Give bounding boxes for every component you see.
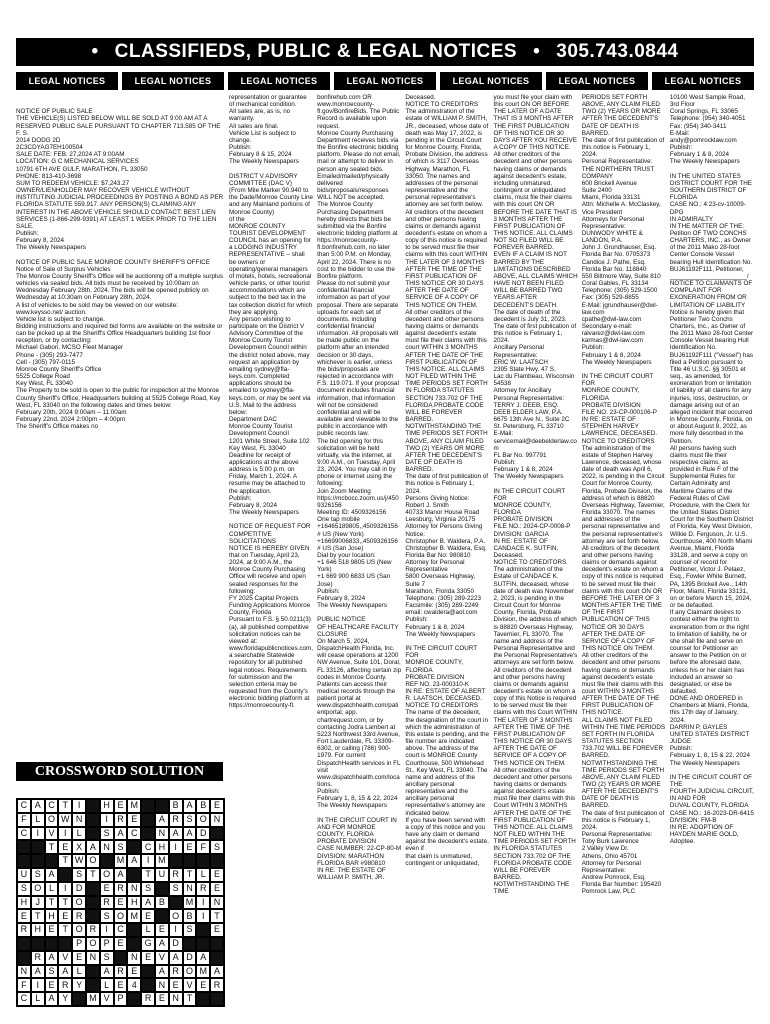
crossword-cell: E: [114, 799, 128, 813]
crossword-cell: [169, 896, 183, 910]
crossword-cell: [127, 868, 141, 882]
crossword-cell: A: [169, 951, 183, 965]
crossword-cell: [17, 951, 31, 965]
column-header: LEGAL NOTICES: [228, 72, 330, 90]
crossword-cell: C: [17, 992, 31, 1006]
crossword-cell: N: [86, 951, 100, 965]
crossword-cell: [210, 992, 224, 1006]
crossword-cell: E: [155, 923, 169, 937]
crossword-cell: V: [58, 951, 72, 965]
crossword-cell: T: [58, 799, 72, 813]
crossword-cell: I: [100, 813, 114, 827]
crossword-cell: O: [114, 909, 128, 923]
crossword-cell: I: [141, 854, 155, 868]
legal-notices-header-row: [16, 72, 754, 90]
crossword-cell: [196, 923, 210, 937]
crossword-title: CROSSWORD SOLUTION: [16, 762, 223, 781]
crossword-cell: H: [100, 799, 114, 813]
crossword-cell: Y: [72, 978, 86, 992]
crossword-cell: S: [114, 840, 128, 854]
crossword-cell: R: [210, 978, 224, 992]
crossword-cell: [141, 827, 155, 841]
crossword-cell: [210, 951, 224, 965]
crossword-cell: [155, 882, 169, 896]
crossword-cell: [183, 854, 197, 868]
crossword-cell: W: [72, 854, 86, 868]
crossword-cell: T: [210, 909, 224, 923]
crossword-cell: O: [86, 937, 100, 951]
crossword-cell: D: [169, 937, 183, 951]
crossword-cell: C: [45, 799, 59, 813]
crossword-cell: [72, 992, 86, 1006]
crossword-cell: R: [114, 882, 128, 896]
crossword-cell: P: [100, 937, 114, 951]
column-header: LEGAL NOTICES: [652, 72, 754, 90]
notice-columns: [16, 94, 754, 1004]
crossword-cell: T: [183, 992, 197, 1006]
crossword-cell: [17, 854, 31, 868]
crossword-cell: [86, 799, 100, 813]
crossword-cell: [196, 937, 210, 951]
crossword-cell: L: [72, 965, 86, 979]
crossword-cell: L: [31, 992, 45, 1006]
crossword-cell: A: [155, 813, 169, 827]
crossword-cell: T: [86, 868, 100, 882]
crossword-cell: 4: [127, 978, 141, 992]
crossword-cell: U: [17, 868, 31, 882]
crossword-cell: S: [72, 868, 86, 882]
crossword-cell: E: [100, 882, 114, 896]
crossword-cell: N: [210, 813, 224, 827]
crossword-cell: E: [169, 978, 183, 992]
crossword-cell: V: [183, 978, 197, 992]
crossword-cell: L: [141, 923, 155, 937]
crossword-cell: M: [196, 965, 210, 979]
crossword-cell: I: [58, 827, 72, 841]
notice-column-6: PERIODS SET FORTH ABOVE, ANY CLAIM FILED TWO (2) YEARS OR MORE AFTER THE DECEDENT'S DATE OF DEATH IS BARRED. The date of first publication of this notice is February 1, 2024. Personal Representative: THE NORTHERN TRUST COMPANY 600 Brickell Avenue Suite 2400 Miami, Florida 33131 Attn: Michelle A. McClaskey, Vice President Attorneys for Personal Representative: DUNWODY WHITE & LANDON, P.A. John J. Grundhauser, Esq. Florida Bar No. 0705373 Candice J. Pathe, Esq. Florida Bar No. 118840 550 Biltmore Way, Suite 810 Coral Gables, FL 33134 Telephone: (305) 529-1500 Fax: (305) 529-8855 E-Mail: jgrundhauser@dwl-law.com cpathe@dwl-law.com Secondary e-mail: ralvarez@dwl-law.com karmas@dwl-law.com Publish: February 1 & 8, 2024 The Weekly Newspapers IN THE CIRCUIT COURT FOR MONROE COUNTY, FLORIDA PROBATE DIVISION FILE NO. 23-CP-000106-P IN RE: ESTATE OF STEPHEN HARVEY LAWRENCE, DECEASED. NOTICE TO CREDITORS The administration of the estate of Stephen Harvey Lawrence, deceased, whose date of death was April 6, 2022, is pending in the Circuit Court for Monroe County, Florida, Probate Division, the address of which is 88820 Overseas Highway, Tavernier, Florida 33070. The names and addresses of the personal representative and the personal representative's attorney are set forth below. All creditors of the decedent and other persons having claims or demands against decedent's estate on whom a copy of this notice is required to be served must file their claims with this court ON OR BEFORE THE LATER OF 3 MONTHS AFTER THE TIME OF THE FIRST PUBLICATION OF THIS NOTICE OR 30 DAYS AFTER THE DATE OF SERVICE OF A COPY OF THIS NOTICE ON THEM. All other creditors of the decedent and other persons having claims or demands against decedent's estate must file their claims with this court WITHIN 3 MONTHS AFTER THE DATE OF THE FIRST PUBLICATION OF THIS NOTICE. ALL CLAIMS NOT FILED WITHIN THE TIME PERIODS SET FORTH IN FLORIDA STATUTES SECTION 733.702 WILL BE FOREVER BARRED. NOTWITHSTANDING THE TIME PERIODS SET FORTH ABOVE, ANY CLAIM FILED TWO (2) YEARS OR MORE AFTER THE DECEDENT'S DATE OF DEATH IS BARRED. The date of first publication of this notice is February 1, 2024. Personal Representative: Toby Burk Lawrence 2 Valley View Dr. Athens, Ohio 45701 Attorney for Personal Representative: Andrew Pomrock, Esq. Florida Bar Number: 195420 Pomrock Law, PLC: [581, 94, 666, 896]
crossword-cell: N: [127, 951, 141, 965]
crossword-cell: S: [31, 868, 45, 882]
crossword-cell: N: [155, 827, 169, 841]
crossword-cell: [127, 840, 141, 854]
crossword-cell: R: [196, 882, 210, 896]
crossword-cell: A: [45, 868, 59, 882]
crossword-cell: E: [210, 868, 224, 882]
crossword-cell: A: [31, 799, 45, 813]
crossword-cell: T: [58, 923, 72, 937]
crossword-cell: A: [114, 827, 128, 841]
crossword-cell: V: [100, 992, 114, 1006]
crossword-cell: H: [45, 909, 59, 923]
crossword-cell: [100, 854, 114, 868]
crossword-cell: [86, 813, 100, 827]
crossword-cell: N: [183, 882, 197, 896]
crossword-cell: I: [31, 827, 45, 841]
crossword-cell: A: [169, 827, 183, 841]
crossword-cell: R: [169, 965, 183, 979]
crossword-cell: T: [141, 868, 155, 882]
crossword-cell: L: [196, 868, 210, 882]
crossword-cell: N: [210, 896, 224, 910]
crossword-cell: R: [86, 923, 100, 937]
crossword-cell: [31, 937, 45, 951]
crossword-cell: U: [155, 868, 169, 882]
crossword-cell: [127, 937, 141, 951]
crossword-cell: [17, 937, 31, 951]
crossword-cell: I: [196, 909, 210, 923]
column-header: LEGAL NOTICES: [16, 72, 118, 90]
crossword-cell: [169, 854, 183, 868]
crossword-cell: N: [169, 992, 183, 1006]
crossword-cell: O: [72, 923, 86, 937]
crossword-cell: R: [114, 813, 128, 827]
crossword-cell: M: [155, 854, 169, 868]
crossword-cell: [86, 978, 100, 992]
crossword-cell: E: [114, 937, 128, 951]
crossword-cell: E: [72, 951, 86, 965]
crossword-cell: T: [45, 896, 59, 910]
crossword-cell: A: [31, 965, 45, 979]
crossword-cell: I: [72, 799, 86, 813]
crossword-cell: R: [141, 992, 155, 1006]
crossword-cell: A: [141, 896, 155, 910]
crossword-cell: [127, 992, 141, 1006]
banner-title: CLASSIFIEDS, PUBLIC & LEGAL NOTICES: [114, 41, 518, 62]
crossword-cell: [86, 827, 100, 841]
crossword-cell: R: [17, 923, 31, 937]
crossword-cell: A: [196, 951, 210, 965]
crossword-cell: [141, 965, 155, 979]
crossword-cell: R: [169, 868, 183, 882]
crossword-cell: A: [100, 965, 114, 979]
crossword-cell: B: [196, 799, 210, 813]
crossword-cell: R: [72, 909, 86, 923]
crossword-cell: H: [31, 923, 45, 937]
crossword-cell: [86, 965, 100, 979]
crossword-cell: D: [72, 882, 86, 896]
column-header: LEGAL NOTICES: [334, 72, 436, 90]
crossword-cell: E: [127, 813, 141, 827]
crossword-cell: V: [155, 951, 169, 965]
crossword-cell: C: [17, 827, 31, 841]
crossword-cell: E: [141, 951, 155, 965]
crossword-cell: [210, 937, 224, 951]
crossword-cell: B: [183, 909, 197, 923]
crossword-cell: M: [127, 909, 141, 923]
crossword-cell: [31, 854, 45, 868]
crossword-cell: I: [100, 923, 114, 937]
crossword-cell: A: [183, 799, 197, 813]
column-header: LEGAL NOTICES: [440, 72, 542, 90]
crossword-cell: A: [183, 827, 197, 841]
crossword-cell: Y: [58, 992, 72, 1006]
crossword-cell: M: [114, 854, 128, 868]
crossword-cell: [86, 896, 100, 910]
crossword-cell: E: [114, 978, 128, 992]
crossword-cell: V: [45, 827, 59, 841]
crossword-cell: E: [58, 909, 72, 923]
crossword-cell: O: [196, 813, 210, 827]
crossword-cell: H: [127, 896, 141, 910]
crossword-cell: N: [72, 813, 86, 827]
crossword-cell: J: [31, 896, 45, 910]
crossword-cell: [127, 923, 141, 937]
crossword-cell: E: [210, 923, 224, 937]
crossword-cell: A: [58, 965, 72, 979]
crossword-cell: O: [86, 854, 100, 868]
crossword-cell: S: [183, 813, 197, 827]
crossword-cell: T: [58, 896, 72, 910]
crossword-cell: [210, 854, 224, 868]
crossword-cell: N: [100, 840, 114, 854]
crossword-cell: B: [155, 896, 169, 910]
crossword-cell: A: [127, 854, 141, 868]
crossword-cell: O: [45, 813, 59, 827]
crossword-cell: F: [17, 978, 31, 992]
crossword-cell: [86, 882, 100, 896]
crossword-cell: M: [127, 799, 141, 813]
crossword-cell: S: [100, 909, 114, 923]
crossword-cell: [210, 827, 224, 841]
crossword-cell: R: [58, 978, 72, 992]
crossword-cell: E: [183, 840, 197, 854]
crossword-cell: P: [72, 937, 86, 951]
crossword-cell: S: [141, 882, 155, 896]
crossword-cell: M: [86, 992, 100, 1006]
crossword-cell: I: [169, 840, 183, 854]
crossword-cell: O: [72, 896, 86, 910]
notice-column-7: 10100 West Sample Road, 3rd Floor Coral Springs, FL 33065 Telephone: (954) 340-4051 Fax: (954) 340-3411 E-Mail: andy@pomrocklaw.com Publish: February 1 & 8, 2024 The Weekly Newspapers IN THE UNITED STATES DISTRICT COURT FOR THE SOUTHERN DISTRICT OF FLORIDA CASE NO.: 4:23-cv-10009-DPG IN ADMIRALTY IN THE MATTER OF THE: Petition OF TWO CONCHS CHARTERS, INC., as Owner of the 2011 Mako 28-foot Center Console Vessel bearing Hull Identification No. BUJ61192F111, Petitioner, ______________________/ NOTICE TO CLAIMANTS OF COMPLAINT FOR EXONERATION FROM OR LIMITATION OF LIABILITY Notice is hereby given that Petitioner Two Conchs Charters, Inc., as Owner of the 2011 Mako 28-foot Center Console Vessel bearing Hull Identification No. BUJ61192F111 ("Vessel") has filed a Petition pursuant to Title 46 U.S.C. §§ 30501 et seq., as amended, for exoneration from or limitation of liability of all claims for any injuries, loss, destruction, or damage arising out of an alleged incident that occurred in Monroe County, Florida, on or about August 8, 2022, as more fully described in the Petition. All persons having such claims must file their respective claims, as provided in Rule F of the Supplemental Rules for Certain Admiralty and Maritime Claims of the Federal Rules of Civil Procedure, with the Clerk for the United States District Court for the Southern District of Florida, Key West Division, Wilkie D. Ferguson, Jr. U.S. Courthouse, 400 North Miami Avenue, Miami, Florida 33128, and serve a copy on counsel of record for Petitioner, Victor J. Pelaez, Esq., Fowler White Burnett, PA, 1395 Brickell Ave., 14th Floor, Miami, Florida 33131, on or before March 15, 2024, or be defaulted. If any Claimant desires to contest either the right to exoneration from or the right to limitation of liability, he or she shall file and serve on counsel for Petitioner an answer to the Petition on or before the aforesaid date, unless his or her claim has included an answer so designated, or else be defaulted. DONE AND ORDERED in Chambers at Miami, Florida, this 17th day of January, 2024. DARRIN P. GAYLES UNITED STATES DISTRICT JUDGE Publish: February 1, 8, 15 & 22, 2024 The Weekly Newspapers IN THE CIRCUIT COURT OF THE FOURTH JUDICIAL CIRCUIT, IN AND FOR DUVAL COUNTY, FLORIDA CASE NO.: 16-2023-DR-6415 DIVISION: FM-B IN RE: ADOPTION OF HAYDEN MARIE GOLD, Adoptee.: [669, 94, 754, 846]
crossword-cell: D: [196, 827, 210, 841]
crossword-cell: O: [183, 965, 197, 979]
crossword-cell: T: [58, 854, 72, 868]
notice-column-4: Deceased. NOTICE TO CREDITORS The administration of the estate of WILLIAM P. SMITH, JR., deceased, whose date of death was May 17, 2022, is pending in the Circuit Court for Monroe County, Florida, Probate Division, the address of which is 3117 Overseas Highway, Marathon, FL 33050. The names and addresses of the personal representative and the personal representative's attorney are set forth below. All creditors of the decedent and other persons having claims or demands against decedent's estate on whom a copy of this notice is required to be served must file their claims with this court WITHIN THE LATER OF 3 MONTHS AFTER THE TIME OF THE FIRST PUBLICATION OF THIS NOTICE OR 30 DAYS AFTER THE DATE OF SERVICE OF A COPY OF THIS NOTICE ON THEM. All other creditors of the decedent and other persons having claims or demands against decedent's estate must file their claims with this court WITHIN 3 MONTHS AFTER THE DATE OF THE FIRST PUBLICATION OF THIS NOTICE. ALL CLAIMS NOT FILED WITHIN THE TIME PERIODS SET FORTH IN FLORIDA STATUTES SECTION 733.702 OF THE FLORIDA PROBATE CODE WILL BE FOREVER BARRED. NOTWITHSTANDING THE TIME PERIODS SET FORTH ABOVE, ANY CLAIM FILED TWO (2) YEARS OR MORE AFTER THE DECEDENT'S DATE OF DEATH IS BARRED. The date of first publication of this notice is February 1, 2024. Persons Giving Notice: Robert J. Smith 40733 Manor House Road Leesburg, Virginia 20175 Attorney for Persons Giving Notice: Christopher B. Waldera, P.A. Christopher B. Waldera, Esq. Florida Bar No: 980810 Attorney for Personal Representative 5800 Overseas Highway, Suite 7 Marathon, Florida 33050 Telephone: (305) 289-2223 Facsimile: (305) 289-2249 email: cwaldera@aol.com Publish: February 1 & 8, 2024 The Weekly Newspapers IN THE CIRCUIT COURT FOR MONROE COUNTY, FLORIDA PROBATE DIVISION REF NO. 23-000310-K IN RE: ESTATE OF ALBERT R. LAATSCH, DECEASED. NOTICE TO CREDITORS The name of the decedent, the designation of the court in which the administration of this estate is pending, and the file number are indicated above. The address of the court is MONROE County Courthouse, 500 Whitehead St., Key West, FL 33040. The name and address of the ancillary personal representative and the ancillary personal representative's attorney are indicated below. If you have been served with a copy of this notice and you have any claim or demand against the decedent's estate, even if that claim is unmatured, contingent or unliquidated,: [405, 94, 490, 867]
section-banner: [16, 38, 754, 66]
crossword-cell: N: [127, 882, 141, 896]
crossword-cell: E: [114, 896, 128, 910]
crossword-cell: P: [114, 992, 128, 1006]
crossword-cell: S: [45, 965, 59, 979]
crossword-cell: A: [155, 937, 169, 951]
crossword-cell: R: [114, 965, 128, 979]
banner-phone: 305.743.0844: [556, 41, 679, 62]
crossword-cell: D: [183, 951, 197, 965]
crossword-cell: R: [31, 951, 45, 965]
crossword-cell: A: [45, 951, 59, 965]
crossword-cell: [141, 799, 155, 813]
crossword-cell: [17, 840, 31, 854]
crossword-cell: [196, 854, 210, 868]
crossword-cell: E: [58, 840, 72, 854]
notice-column-2: representation or guarantee of mechanical condition. All sales are, as is, no warranty. All sales are final. Vehicle List is subject to change. Publish: February 8 & 15, 2024 The Weekly Newspapers DISTRICT V ADVISORY COMMITTEE (DAC V) (From Mile Marker 90.940 to the Dade/Monroe County Line and any Mainland portions of Monroe County) of the MONROE COUNTY TOURIST DEVELOPMENT COUNCIL has an opening for a LODGING INDUSTRY REPRESENTATIVE – shall be owners or operating/general managers of motels, hotels, recreational vehicle parks, or other tourist accommodations which are subject to the bed tax in the tax collection district for which they are applying. Any person wishing to participate on the District V Advisory Committee of the Monroe County Tourist Development Council within the district noted above, may request an application by emailing sydney@fla-keys.com. Completed applications should be emailed to sydney@fla-keys.com, or may be sent via U.S. Mail to the address below: Department DAC Monroe County Tourist Development Council 1201 White Street, Suite 102 Key West, FL 33040 Deadline for receipt of applications at the above address is 5:00 p.m. on Friday, March 1, 2024. A resume may be attached to the application. Publish: February 8, 2024 The Weekly Newspapers NOTICE OF REQUEST FOR COMPETITIVE SOLICITATIONS NOTICE IS HEREBY GIVEN that on Tuesday, April 23, 2024, at 9:00 A.M., the Monroe County Purchasing Office will receive and open sealed responses for the following: FY 2025 Capital Projects Funding Applications Monroe County, Florida Pursuant to F.S. § 50.0211(3)(a), all published competitive solicitation notices can be viewed at: www.floridapublicnotices.com, a searchable Statewide repository for all published legal notices. Requirements for submission and the selection criteria may be requested from the County's electronic bidding platform at https://monroecounty-fl.: [229, 94, 314, 710]
crossword-cell: C: [17, 799, 31, 813]
crossword-cell: T: [31, 909, 45, 923]
crossword-cell: I: [196, 896, 210, 910]
crossword-cell: L: [72, 827, 86, 841]
crossword-cell: S: [210, 840, 224, 854]
crossword-cell: L: [31, 813, 45, 827]
crossword-cell: [141, 978, 155, 992]
crossword-cell: C: [141, 840, 155, 854]
crossword-cell: S: [17, 882, 31, 896]
column-header: LEGAL NOTICES: [122, 72, 224, 90]
notice-column-1: [16, 94, 225, 1004]
crossword-cell: F: [17, 813, 31, 827]
crossword-cell: M: [183, 896, 197, 910]
crossword-cell: G: [141, 937, 155, 951]
crossword-cell: [31, 840, 45, 854]
crossword-cell: I: [58, 882, 72, 896]
crossword-cell: A: [86, 840, 100, 854]
crossword-cell: T: [183, 868, 197, 882]
crossword-cell: N: [17, 965, 31, 979]
crossword-cell: C: [127, 827, 141, 841]
crossword-cell: [196, 992, 210, 1006]
crossword-cell: W: [58, 813, 72, 827]
notice-column-3: bonfirehub.com OR www.monroecounty-fl.gov/BonfireBids. The Public Record is available upon request. Monroe County Purchasing Department receives bids via the Bonfire electronic bidding platform. Please do not email, mail or attempt to deliver in person any sealed bids. Emailed/mailed/physically delivered bids/proposals/responses WILL NOT be accepted. The Monroe County Purchasing Department hereby directs that bids be submitted via the Bonfire electronic bidding platform at https://monroecounty-fl.bonfirehub.com, no later than 5:00 P.M. on Monday, April 22, 2024. There is no cost to the bidder to use the Bonfire platform. Please do not submit your confidential financial information as part of your proposal. There are separate uploads for each set of documents, including confidential financial information. All proposals will be made public on the platform after an intended decision or 30 days, whichever is earlier, unless the bids/proposals are rejected in accordance with F.S. 119.071. If your proposal document includes financial information, that information will not be considered confidential and will be available and viewable to the public in accordance with public records law. The bid opening for this solicitation will be held virtually, via the internet, at 9:00 A.M., on Tuesday, April 23, 2024. You may call in by phone or internet using the following: Join Zoom Meeting https://mcbocc.zoom.us/j/4509326156 Meeting ID: 4509326156 One tap mobile +16465189805,,4509326156# US (New York) +16699006833,,4509326156# US (San Jose) Dial by your location: +1 646 518 9805 US (New York) +1 669 900 6833 US (San Jose) Publish: February 8, 2024 The Weekly Newspapers PUBLIC NOTICE OF HEALTHCARE FACILITY CLOSURE On March 5, 2024, DispatchHealth Florida, Inc. will cease operations at 1200 NW Avenue, Suite 101, Doral, FL 33126, affecting certain zip codes in Monroe County. Patients can access their medical records through the patient portal at www.dispatchhealth.com/patientportal, app. chartrequest.com, or by contacting Jodra Lambert at 5223 Northwest 33rd Avenue, Fort Lauderdale, FL 33309-6302, or calling (786) 900-1979. For current DispatchHealth services in FL visit www.dispatchhealth.com/locations. Publish: February 1, 8, 15 & 22, 2024 The Weekly Newspapers IN THE CIRCUIT COURT IN AND FOR MONROE COUNTY, FLORIDA PROBATE DIVISION CASE NUMBER: 22-CP-80-M DIVISION: MARATHON FLORIDA BAR #980810 IN RE: THE ESTATE OF WILLIAM P. SMITH, JR.: [317, 94, 402, 882]
crossword-cell: A: [114, 868, 128, 882]
crossword-cell: E: [127, 965, 141, 979]
crossword-cell: L: [45, 882, 59, 896]
crossword-cell: [45, 937, 59, 951]
crossword-cell: O: [31, 882, 45, 896]
crossword-cell: [58, 868, 72, 882]
crossword-cell: S: [100, 827, 114, 841]
notice-column-5: you must file your claim with this court ON OR BEFORE THE LATER OF A DATE THAT IS 3 MONTHS AFTER THE FIRST PUBLICATION OF THIS NOTICE OR 30 DAYS AFTER YOU RECEIVE A COPY OF THIS NOTICE. All other creditors of the decedent and other persons having claims or demands against decedent's estate, including unmatured, contingent or unliquidated claims, must file their claims with this court ON OR BEFORE THE DATE THAT IS 3 MONTHS AFTER THE FIRST PUBLICATION OF THIS NOTICE. ALL CLAIMS NOT SO FILED WILL BE FOREVER BARRED. EVEN IF A CLAIM IS NOT BARRED BY THE LIMITATIONS DESCRIBED ABOVE, ALL CLAIMS WHICH HAVE NOT BEEN FILED WILL BE BARRED TWO YEARS AFTER DECEDENT'S DEATH. The date of death of the decedent is July 31, 2023. The date of first publication of this notice is February 1, 2024. Ancillary Personal Representative: ERIC W. LAATSCH 2395 State Hwy. 47 S. Lac du Flambeau, Wisconsin 54538 Attorney for Ancillary Personal Representative: TERRY J. DEEB, ESQ. DEEB ELDER LAW, P.A. 6675 13th Ave N., Suite 2C St. Petersburg, FL 33710 E-Mail: servicemail@deebelderlaw.com FL Bar No. 997791 Publish: February 1 & 8, 2024 The Weekly Newspapers IN THE CIRCUIT COURT FOR MONROE COUNTY, FLORIDA PROBATE DIVISION FILE NO.: 2024-CP-0008-P DIVISION: GARCIA IN RE: ESTATE OF CANDACE K. SUTFIN, Deceased. NOTICE TO CREDITORS The administration of the Estate of CANDACE K. SUTFIN, deceased, whose date of death was November 2, 2023, is pending in the Circuit Court for Monroe County, Florida, Probate Division, the address of which is 88820 Overseas Highway, Tavernier, FL 33070. The name and address of the Personal Representative and the Personal Representative's attorneys are set forth below. All creditors of the decedent and other persons having claims or demands against decedent's estate on whom a copy of this Notice is required to be served must file their claims with this Court WITHIN THE LATER OF 3 MONTHS AFTER THE TIME OF THE FIRST PUBLICATION OF THIS NOTICE OR 30 DAYS AFTER THE DATE OF SERVICE OF A COPY OF THIS NOTICE ON THEM. All other creditors of the decedent and other persons having claims or demands against decedent's estate must file their claims with this Court WITHIN 3 MONTHS AFTER THE DATE OF THE FIRST PUBLICATION OF THIS NOTICE. ALL CLAIMS NOT FILED WITHIN THE TIME PERIODS SET FORTH IN FLORIDA STATUTES SECTION 733.702 OF THE FLORIDA PROBATE CODE WILL BE FOREVER BARRED. NOTWITHSTANDING THE TIME: [493, 94, 578, 896]
crossword-cell: [58, 937, 72, 951]
crossword-cell: E: [196, 978, 210, 992]
crossword-cell: O: [100, 868, 114, 882]
crossword-cell: E: [141, 909, 155, 923]
crossword-cell: [155, 799, 169, 813]
crossword-cell: E: [45, 978, 59, 992]
crossword-cell: S: [169, 882, 183, 896]
crossword-grid: [16, 798, 225, 1007]
crossword-cell: H: [155, 840, 169, 854]
crossword-cell: [155, 909, 169, 923]
column-header: LEGAL NOTICES: [546, 72, 648, 90]
crossword-cell: O: [169, 909, 183, 923]
crossword-cell: E: [17, 909, 31, 923]
crossword-cell: A: [210, 965, 224, 979]
banner-bullet: •: [91, 41, 99, 62]
crossword-cell: L: [100, 978, 114, 992]
crossword-cell: E: [210, 882, 224, 896]
crossword-cell: [86, 909, 100, 923]
crossword-cell: N: [155, 978, 169, 992]
crossword-cell: H: [17, 896, 31, 910]
crossword-cell: R: [169, 813, 183, 827]
crossword-cell: S: [183, 923, 197, 937]
crossword-cell: A: [45, 992, 59, 1006]
crossword-cell: E: [210, 799, 224, 813]
banner-bullet-2: •: [533, 41, 541, 62]
crossword-cell: [141, 813, 155, 827]
crossword-cell: T: [45, 840, 59, 854]
crossword-cell: E: [155, 992, 169, 1006]
crossword-cell: [183, 937, 197, 951]
crossword-cell: B: [169, 799, 183, 813]
notice-text: NOTICE OF PUBLIC SALE THE VEHICLE(S) LISTED BELOW WILL BE SOLD AT 9:00 AM AT A RESERVED PUBLIC SALE PURSUANT TO CHAPTER 713.585 OF THE F. S. 2014 DODG 2D 2C3CDYAG7EH100504 SALE DATE: FEB. 27,2024 AT 9:00AM LOCATION: G C MECHANICAL SERVICES 10791 6TH AVE GULF, MARATHON, FL 33050 PHONE: 813-410-3698 SUM TO REDEEM VEHICLE: $7,243.27 OWNER/LIENHOLDER MAY RECOVER VEHICLE WITHOUT INSTITUTING JUDICIAL PROCEEDINGS BY POSTING A BOND AS PER FLORIDA STATUTE 559.917. ANY PERSON(S) CLAIMING ANY INTEREST IN THE ABOVE VEHICLE SHOULD CONTACT: BEST LIEN SERVICES (1-866-299-9391) AT LEAST 1 WEEK PRIOR TO THE LIEN SALE. Publish: February 8, 2024 The Weekly Newspapers NOTICE OF PUBLIC SALE MONROE COUNTY SHERIFF'S OFFICE Notice of Sale of Surplus Vehicles The Monroe County Sheriff's Office will be auctioning off a multiple surplus vehicles via sealed bids. All bids must be received by 10:00am on Wednesday February 28th, 2024. The bids will be opened publicly on Wednesday at 10:30am on February 28th, 2024. A list of vehicles to be sold may be viewed on our website: www.keysso.net/ auction. Vehicle list is subject to change. Bidding instructions and required bid forms are available on the website or can be picked up at the Sheriff's Office Headquarters building 1st floor reception, or by contacting: Michael Gabori, MCSO Fleet Manager Phone - (305) 293-7477 Cell - (305) 797-0115 Monroe County Sheriff's Office 5525 College Road Key West, FL 33040 The Property to be sold is open to the public for inspection at the Monroe County Sheriff's Office, Headquarters building at 5525 College Road, Key West, FL 33040 on the following dates and times below: February 20th, 2024 9:00am – 11:00am February 22nd, 2024 2:00pm – 4:00pm The Sheriff's Office makes no: [16, 108, 224, 431]
crossword-cell: [45, 854, 59, 868]
crossword-cell: I: [169, 923, 183, 937]
crossword-cell: [114, 951, 128, 965]
crossword-cell: X: [72, 840, 86, 854]
crossword-cell: C: [114, 923, 128, 937]
crossword-cell: E: [45, 923, 59, 937]
crossword-cell: I: [31, 978, 45, 992]
crossword-cell: S: [100, 951, 114, 965]
crossword-cell: R: [100, 896, 114, 910]
crossword-cell: A: [155, 965, 169, 979]
crossword-cell: F: [196, 840, 210, 854]
